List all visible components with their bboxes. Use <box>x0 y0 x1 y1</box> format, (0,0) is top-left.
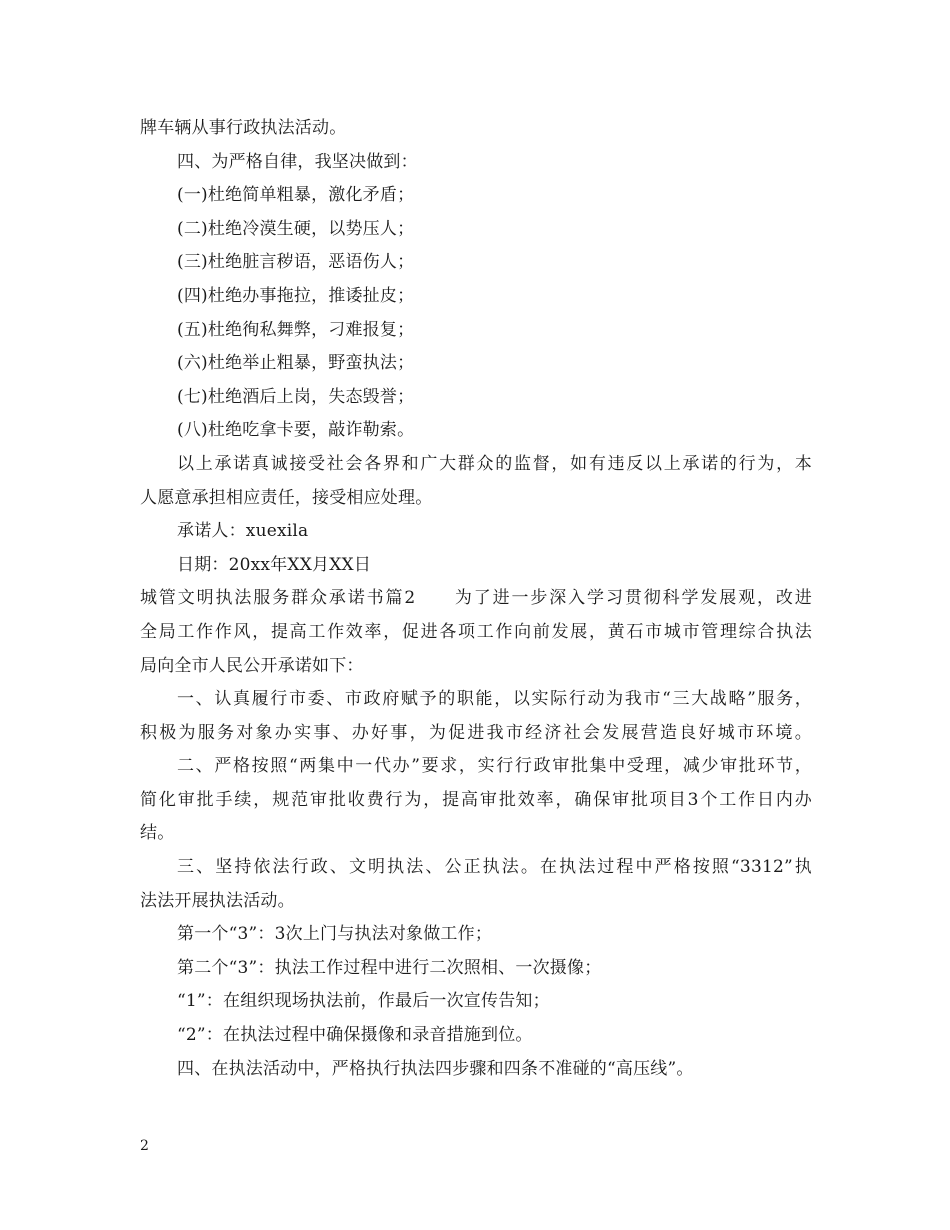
text-line: 第一个“3”：3次上门与执法对象做工作； <box>177 924 493 945</box>
text-line: 全局工作作风，提高工作效率，促进各项工作向前发展，黄石市城市管理综合执法 <box>140 621 812 642</box>
text-line: 牌车辆从事行政执法活动。 <box>140 118 347 138</box>
text-line: 三、坚持依法行政、文明执法、公正执法。在执法过程中严格按照“3312”执 <box>177 857 812 878</box>
text-line: 局向全市人民公开承诺如下： <box>140 655 364 676</box>
text-line: 承诺人：xuexila <box>177 521 309 542</box>
text-line: (二)杜绝冷漠生硬，以势压人； <box>177 218 415 239</box>
text-line: 一、认真履行市委、市政府赋予的职能，以实际行动为我市“三大战略”服务， <box>177 689 812 710</box>
text-line: 积极为服务对象办实事、办好事，为促进我市经济社会发展营造良好城市环境。 <box>140 722 812 743</box>
text-line: 第二个“3”：执法工作过程中进行二次照相、一次摄像； <box>177 957 602 978</box>
page-number: 2 <box>140 1138 149 1154</box>
text-line: 二、严格按照“两集中一代办”要求，实行行政审批集中受理，减少审批环节， <box>177 756 812 777</box>
document-body <box>140 112 812 1086</box>
text-line: (三)杜绝脏言秽语，恶语伤人； <box>177 252 415 273</box>
text-line: (七)杜绝酒后上岗，失态毁誉； <box>177 386 415 407</box>
text-line: (六)杜绝举止粗暴，野蛮执法； <box>177 353 415 374</box>
text-line: “1”：在组织现场执法前，作最后一次宣传告知； <box>177 991 550 1012</box>
text-line: 以上承诺真诚接受社会各界和广大群众的监督，如有违反以上承诺的行为，本 <box>177 453 812 474</box>
text-line: 法法开展执法活动。 <box>140 890 295 911</box>
text-line: 城管文明执法服务群众承诺书篇2 为了进一步深入学习贯彻科学发展观，改进 <box>140 588 812 609</box>
text-line: (八)杜绝吃拿卡要，敲诈勒索。 <box>177 420 415 441</box>
text-line: “2”：在执法过程中确保摄像和录音措施到位。 <box>177 1025 533 1046</box>
text-line: 四、为严格自律，我坚决做到： <box>177 151 418 172</box>
text-line: (五)杜绝徇私舞弊，刁难报复； <box>177 319 415 340</box>
text-line: 人愿意承担相应责任，接受相应处理。 <box>140 487 433 508</box>
text-line: (一)杜绝简单粗暴，激化矛盾； <box>177 185 415 206</box>
text-line: 四、在执法活动中，严格执行执法四步骤和四条不准碰的“高压线”。 <box>177 1058 694 1079</box>
text-line: 简化审批手续，规范审批收费行为，提高审批效率，确保审批项目3个工作日内办 <box>140 789 812 810</box>
text-line: 日期：20xx年XX月XX日 <box>177 554 372 575</box>
text-line: 结。 <box>140 823 175 844</box>
text-line: (四)杜绝办事拖拉，推诿扯皮； <box>177 285 415 306</box>
